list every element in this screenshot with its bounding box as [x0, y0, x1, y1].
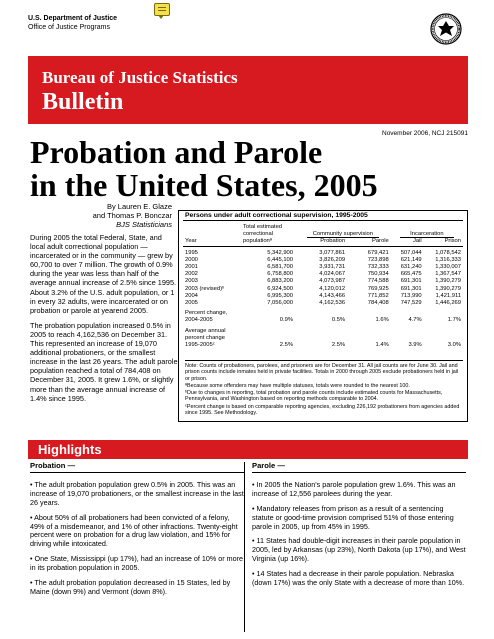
col-year: Year [183, 238, 241, 246]
title-line-1: Probation and Parole [30, 134, 323, 170]
group-incarceration: Incarceration [400, 231, 454, 238]
table-rule [183, 220, 463, 221]
list-item: • The adult probation population grew 0.5% in 2005. This was an increase of 19,070 probationers, or the smallest increase in the last 26 years. [30, 479, 244, 507]
col-probation: Probation [295, 238, 347, 246]
table-note-main: Note: Counts of probationers, parolees, and prisoners are for December 31. All jail counts are for June 30. Jail and prison counts include inmates held in private facilities. Totals in 2000 through 2005 exclude probationers held in jail or prison. [185, 363, 459, 382]
group-community: Community supervision [307, 231, 379, 238]
table-row: 1995 5,342,900 3,077,861 679,421 507,044 1,078,542 [185, 249, 461, 256]
agency-office: Office of Justice Programs [28, 24, 110, 31]
table-row: 2004 6,995,300 4,143,466 771,852 713,990 1,421,911 [185, 292, 461, 299]
lead-paragraph-1: During 2005 the total Federal, State, and local adult correctional population — incarcerated or in the community — grew by 60,700 to over 7 million. The growth of 0.9% during the year was less than half of the average annual increase of 2.5% since 1995. About 3.2% of the U.S. adult population, or 1 in every 32 adults, were incarcerated or on probation or parole at yearend 2005. [30, 233, 177, 315]
list-item: • 11 States had double-digit increases in their parole population in 2005, led by Arkansas (up 23%), North Dakota (up 17%), and West Virginia (up 16%). [252, 536, 466, 564]
highlights-banner [28, 440, 468, 459]
supervision-table-box [178, 210, 468, 422]
highlights-parole [252, 462, 466, 594]
col-prison: Prison [424, 238, 463, 246]
parole-heading: Parole — [252, 462, 466, 473]
banner-series: Bulletin [42, 89, 124, 115]
author-line-1: By Lauren E. Glaze [106, 202, 172, 211]
highlights-probation [30, 462, 244, 603]
pct-change-row: 2004-2005 0.9% 0.5% 1.6% 4.7% 1.7% [185, 317, 461, 324]
table-row: 2002 6,758,800 4,024,067 750,934 665,475 1,367,547 [185, 271, 461, 278]
table-note-a: ªBecause some offenders may have multiple statuses, totals were rounded to the nearest 100. [185, 382, 410, 389]
list-item: • One State, Mississippi (up 17%), had an increase of 10% or more in its probation population in 2005. [30, 554, 244, 573]
list-item: • 14 States had a decrease in their parole population. Nebraska (down 17%) was the only State with a decrease of more than 10%. [252, 569, 465, 588]
title-line-2: in the United States, 2005 [30, 167, 378, 203]
list-item: • About 50% of all probationers had been convicted of a felony, 49% of a misdemeanor, and 1% of other infractions. Twenty-eight percent were on probation for a drug law violation, and 15% for driving while intoxicated. [30, 512, 238, 549]
col-jail: Jail [391, 238, 424, 246]
agency-name: U.S. Department of Justice [28, 15, 118, 22]
column-divider [244, 462, 245, 632]
banner-agency: Bureau of Justice Statistics [42, 68, 238, 87]
avg-change-row: 1995-2005ᶜ 2.5% 2.5% 1.4% 3.9% 3.0% [185, 342, 461, 349]
dateline: November 2006, NCJ 215091 [382, 130, 468, 137]
col-parole: Parole [347, 238, 391, 246]
col-total-line1: Total estimated [243, 224, 283, 230]
col-total-line2: correctional [243, 231, 273, 238]
supervision-table [183, 224, 463, 349]
table-note-c: ᶜPercent change is based on comparable reporting agencies, excluding 226,192 probationers from agencies added since 1995. See Methodology. [185, 403, 460, 417]
lead-paragraph-2: The probation population increased 0.5% in 2005 to reach 4,162,536 on December 31. This represented an increase of 19,070 additional probationers, or the smallest increase in the last 26 years. The adult parole population reached a total of 784,408 on December 31, 2005. It grew 1.6%, or slightly more than the average annual increase of 1.4% since 1995. [30, 320, 178, 403]
bulletin-banner [28, 56, 468, 124]
author-role: BJS Statisticians [116, 220, 172, 229]
author-line-2: and Thomas P. Bonczar [92, 211, 172, 220]
doj-seal-icon [430, 13, 462, 45]
table-note-b: ᵇDue to changes in reporting, total probation and parole counts include estimated counts for Massachusetts, Pennsylvania, and Washington based on reporting methods comparable to 2004. [185, 390, 443, 403]
table-row: 2000 6,445,100 3,826,209 723,898 621,149 1,316,333 [185, 256, 461, 263]
table-row: 2003 (revised)ᵇ 6,924,500 4,120,012 769,925 691,301 1,390,279 [185, 285, 461, 292]
avg-change-label-row: Average annual [185, 327, 226, 334]
pct-change-label-row: Percent change, [185, 310, 228, 317]
list-item: • In 2005 the Nation's parole population grew 1.6%. This was an increase of 12,556 parolees during the year. [252, 479, 456, 498]
page-title [30, 136, 378, 202]
col-total-line3: populationª [241, 238, 295, 246]
avg-change-label-row-2: percent change [185, 334, 225, 341]
list-item: • Mandatory releases from prison as a result of a sentencing statute or good-time provision comprised 51% of those entering parole in 2005, up from 45% in 1995. [252, 503, 454, 531]
table-notes [185, 360, 463, 417]
list-item: • The adult probation population decreased in 15 States, led by Maine (down 9%) and Vermont (down 8%). [30, 578, 231, 596]
agency-block [28, 14, 117, 32]
table-row: 2003 6,883,200 4,073,987 774,588 691,301 1,390,279 [185, 278, 461, 285]
table-row: 2005 7,056,000 4,162,536 784,408 747,529 1,446,269 [185, 300, 461, 307]
authors [56, 202, 172, 229]
lead-text [30, 233, 178, 409]
probation-heading: Probation — [30, 462, 244, 473]
table-caption: Persons under adult correctional supervision, 1995-2005 [185, 212, 368, 219]
table-row: 2001 6,581,700 3,931,731 732,333 631,240 1,330,007 [185, 264, 461, 271]
sticky-note-icon[interactable] [154, 3, 170, 16]
highlights-title: Highlights [38, 442, 102, 457]
